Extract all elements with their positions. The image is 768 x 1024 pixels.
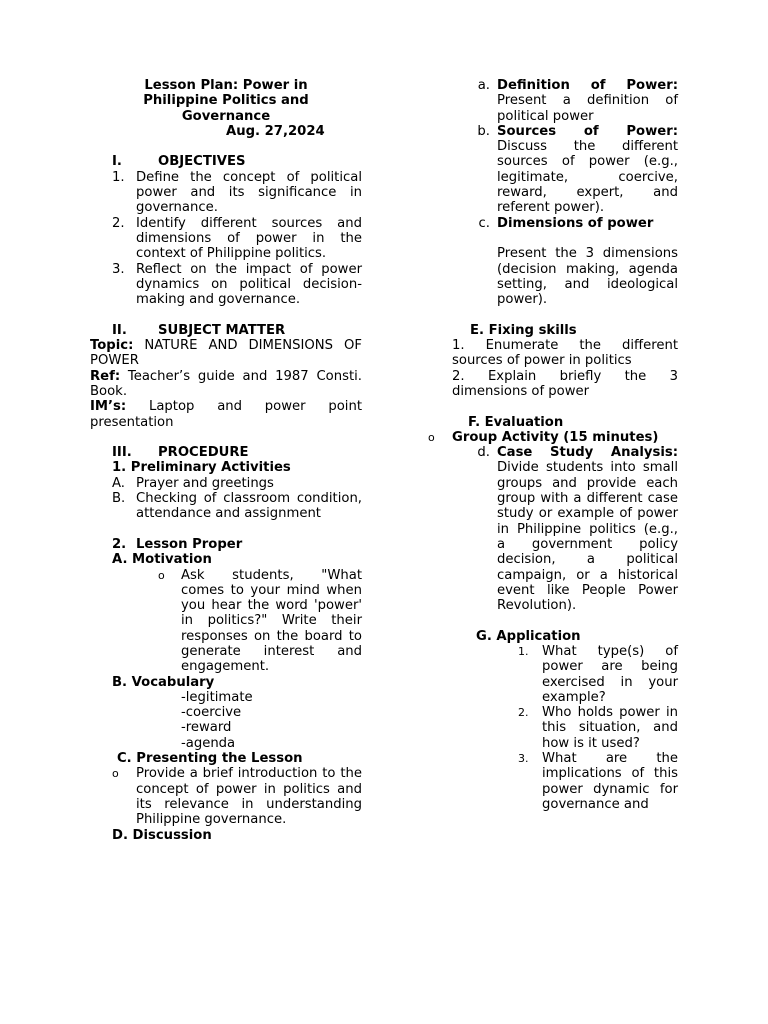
fixing-skills-list [420,338,678,399]
title-line-1: Lesson Plan: Power in [144,78,308,93]
presenting-heading: C. Presenting the Lesson [117,751,303,767]
list-item: c. Dimensions of power Present the 3 dimensions (decision making, agenda setting, and ideological power). [478,215,678,308]
application-heading: G. Application [476,628,581,644]
list-item: 3. What are the implications of this power dynamic for governance and [518,751,678,812]
list-item: 2. Explain briefly the 3 dimensions of power [452,368,678,399]
left-column [90,78,362,843]
list-item: 1. What type(s) of power are being exercised in your example? [518,643,678,705]
document-title [90,78,362,139]
list-item: A. Prayer and greetings [112,475,274,491]
objectives-numeral: I. [112,154,122,170]
lesson-proper-heading: 2. Lesson Proper [112,536,243,552]
group-activity: o Group Activity (15 minutes) [428,429,659,445]
list-item: 3. Reflect on the impact of power dynamics on political decision-making and governance. [112,261,362,308]
reference: Ref: Teacher’s guide and 1987 Consti. Book. [90,368,362,399]
lesson-date: Aug. 27,2024 [226,123,325,139]
list-item: 1. Enumerate the different sources of power in politics [452,338,678,369]
evaluation-heading: F. Evaluation [468,414,564,430]
presenting-item: o Provide a brief introduction to the concept of power in politics and its relevance in understanding Philippine governance. [112,766,362,828]
list-item: B. Checking of classroom condition, attendance and assignment [112,491,362,522]
list-item: 2. Identify different sources and dimensions of power in the context of Philippine politics. [112,215,362,262]
bullet-icon: o [158,568,165,582]
list-item: 1. Define the concept of political power and its significance in governance. [112,169,362,216]
title-line-3: Governance [181,108,271,124]
right-column [420,78,678,812]
bullet-icon: o [112,767,119,781]
bullet-icon: o [428,430,435,444]
topic: Topic: NATURE AND DIMENSIONS OF POWER [90,338,362,369]
motivation-heading: A. Motivation [112,552,212,568]
discussion-list [420,78,678,307]
subject-matter-heading: II. SUBJECT MATTER [112,322,286,338]
discussion-heading: D. Discussion [112,827,212,843]
list-item: -coercive [181,705,242,721]
list-item: 2. Who holds power in this situation, and how is it used? [518,705,678,751]
vocabulary-list [90,690,362,751]
instructional-materials: IM’s: Laptop and power point presentation [90,399,362,430]
fixing-skills-heading: E. Fixing skills [470,322,577,338]
list-item: -agenda [181,735,236,751]
list-item: -legitimate [181,689,253,705]
list-item: -reward [181,720,232,736]
case-study: d. Case Study Analysis: Divide students into small groups and provide each group with a different case study or example of power in Philippine politics (e.g., a government policy decision, a political campaign, or a historical event like People Power Revolution). [477,445,678,614]
preliminary-list [90,476,362,522]
vocabulary-heading: B. Vocabulary [112,674,215,690]
objectives-list [90,170,362,308]
title-line-2: Philippine Politics and [143,93,309,109]
objectives-heading [90,154,362,169]
objectives-title: OBJECTIVES [158,154,246,170]
list-item: a. Definition of Power: Present a definition of political power [477,78,678,124]
motivation-item: o Ask students, "What comes to your mind when you hear the word 'power' in politics?" Write their responses on the board to generate interest and engagement. [158,567,362,675]
procedure-heading: III. PROCEDURE [112,445,249,461]
list-item: b. Sources of Power: Discuss the different sources of power (e.g., legitimate, coercive, reward, expert, and referent power). [477,123,678,216]
application-list [420,644,678,812]
preliminary-heading: 1. Preliminary Activities [112,460,291,476]
